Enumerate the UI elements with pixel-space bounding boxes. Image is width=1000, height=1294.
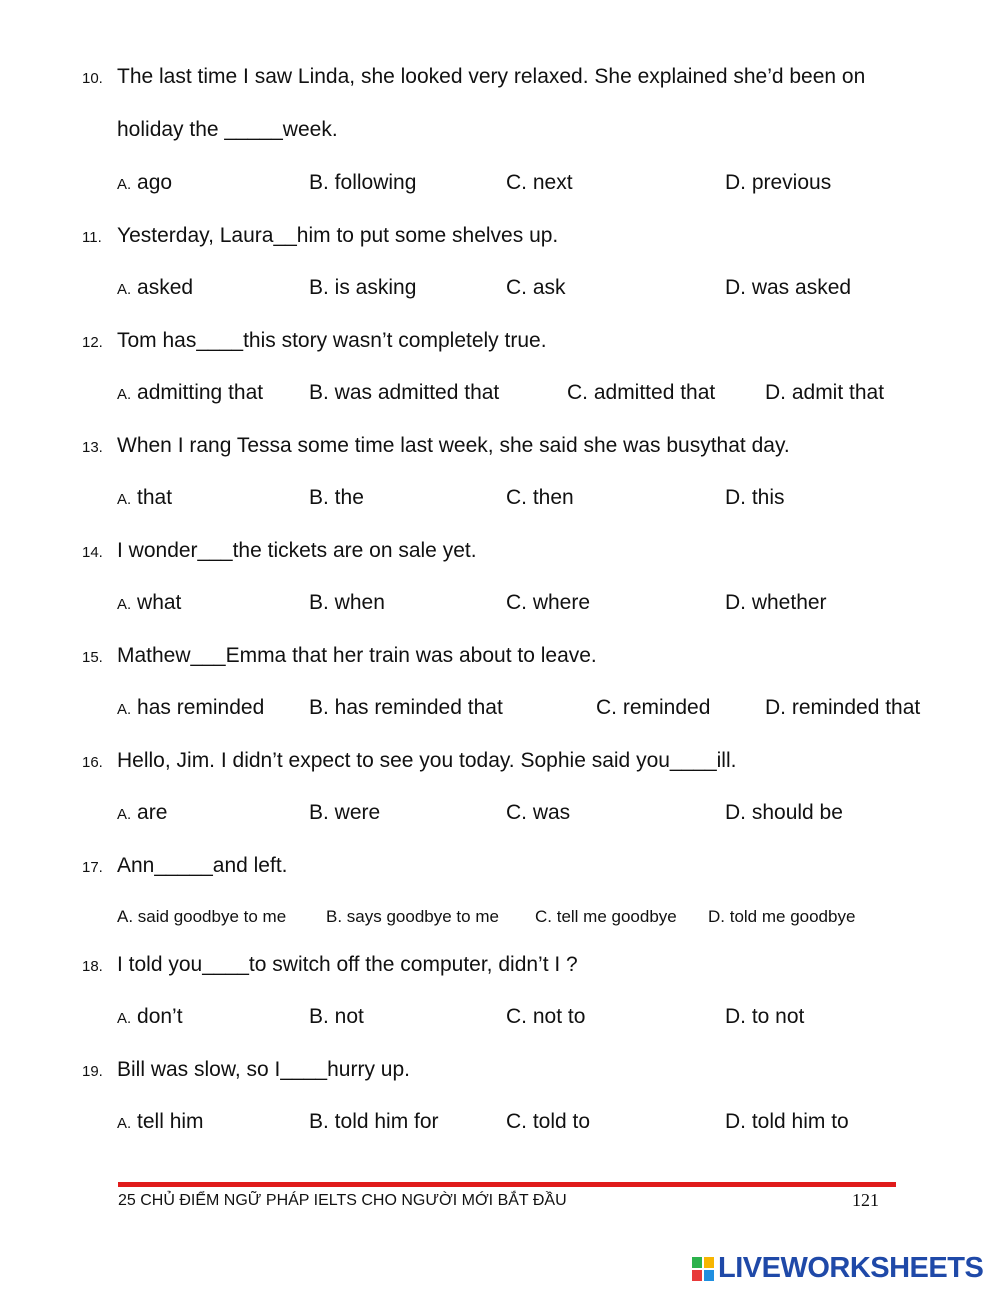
option-a[interactable]: A. tell him [117,1110,204,1133]
option-b[interactable]: B. was admitted that [309,381,500,404]
option-b[interactable]: B. told him for [309,1110,439,1133]
option-c[interactable]: C. tell me goodbye [535,907,677,926]
question-number: 15. [82,649,103,666]
question-number: 18. [82,958,103,975]
option-d[interactable]: D. whether [725,591,827,614]
option-a[interactable]: A. that [117,486,173,509]
option-c[interactable]: C. not to [506,1005,586,1028]
question-number: 14. [82,544,103,561]
option-c[interactable]: C. admitted that [567,381,716,404]
option-a[interactable]: A. asked [117,276,194,299]
option-b[interactable]: B. says goodbye to me [326,907,499,926]
question-number: 16. [82,754,103,771]
question-number: 19. [82,1063,103,1080]
option-d[interactable]: D. reminded that [765,696,921,719]
option-d[interactable]: D. told me goodbye [708,907,856,926]
question-text: The last time I saw Linda, she looked very relaxed. She explained she’d been on [117,65,866,88]
brand-name: LIVEWORKSHEETS [718,1252,984,1284]
question-text: Mathew___Emma that her train was about to leave. [117,644,597,667]
question-number: 11. [82,229,102,246]
question-text: I wonder___the tickets are on sale yet. [117,539,477,562]
option-c[interactable]: C. ask [506,276,566,299]
question-number: 13. [82,439,103,456]
question-number: 10. [82,70,103,87]
question-text: Ann_____and left. [117,854,288,877]
option-b[interactable]: B. has reminded that [309,696,503,719]
option-c[interactable]: C. where [506,591,591,614]
option-b[interactable]: B. the [309,486,364,509]
option-d[interactable]: D. told him to [725,1110,849,1133]
option-a[interactable]: A. don’t [117,1005,183,1028]
question-text: Bill was slow, so I____hurry up. [117,1058,410,1081]
footer-title: 25 CHỦ ĐIỂM NGỮ PHÁP IELTS CHO NGƯỜI MỚI BẮT ĐẦU [118,1192,567,1209]
option-b[interactable]: B. not [309,1005,364,1028]
option-b[interactable]: B. were [309,801,381,824]
option-a[interactable]: A. ago [117,171,173,194]
question-text: I told you____to switch off the computer, didn’t I ? [117,953,578,976]
option-d[interactable]: D. this [725,486,785,509]
option-b[interactable]: B. when [309,591,385,614]
liveworksheets-logo[interactable] [692,1252,992,1286]
question-number: 12. [82,334,103,351]
option-d[interactable]: D. should be [725,801,843,824]
option-d[interactable]: D. previous [725,171,832,194]
option-d[interactable]: D. admit that [765,381,885,404]
option-c[interactable]: C. next [506,171,573,194]
option-a[interactable]: A. what [117,591,182,614]
question-text: Yesterday, Laura__him to put some shelves up. [117,224,559,247]
brand-logo-icon [692,1257,714,1281]
question-text-continued: holiday the _____week. [117,118,338,141]
footer-divider [118,1182,896,1187]
question-text: When I rang Tessa some time last week, she said she was busythat day. [117,434,790,457]
option-a[interactable]: A. said goodbye to me [117,907,287,926]
option-c[interactable]: C. reminded [596,696,711,719]
option-c[interactable]: C. then [506,486,574,509]
option-a[interactable]: A. has reminded [117,696,265,719]
question-number: 17. [82,859,103,876]
option-c[interactable]: C. was [506,801,571,824]
question-text: Tom has____this story wasn’t completely true. [117,329,547,352]
option-c[interactable]: C. told to [506,1110,591,1133]
option-b[interactable]: B. is asking [309,276,417,299]
question-text: Hello, Jim. I didn’t expect to see you today. Sophie said you____ill. [117,749,737,772]
option-d[interactable]: D. to not [725,1005,805,1028]
option-d[interactable]: D. was asked [725,276,852,299]
option-a[interactable]: A. are [117,801,168,824]
page-number: 121 [852,1190,879,1210]
option-b[interactable]: B. following [309,171,417,194]
option-a[interactable]: A. admitting that [117,381,264,404]
